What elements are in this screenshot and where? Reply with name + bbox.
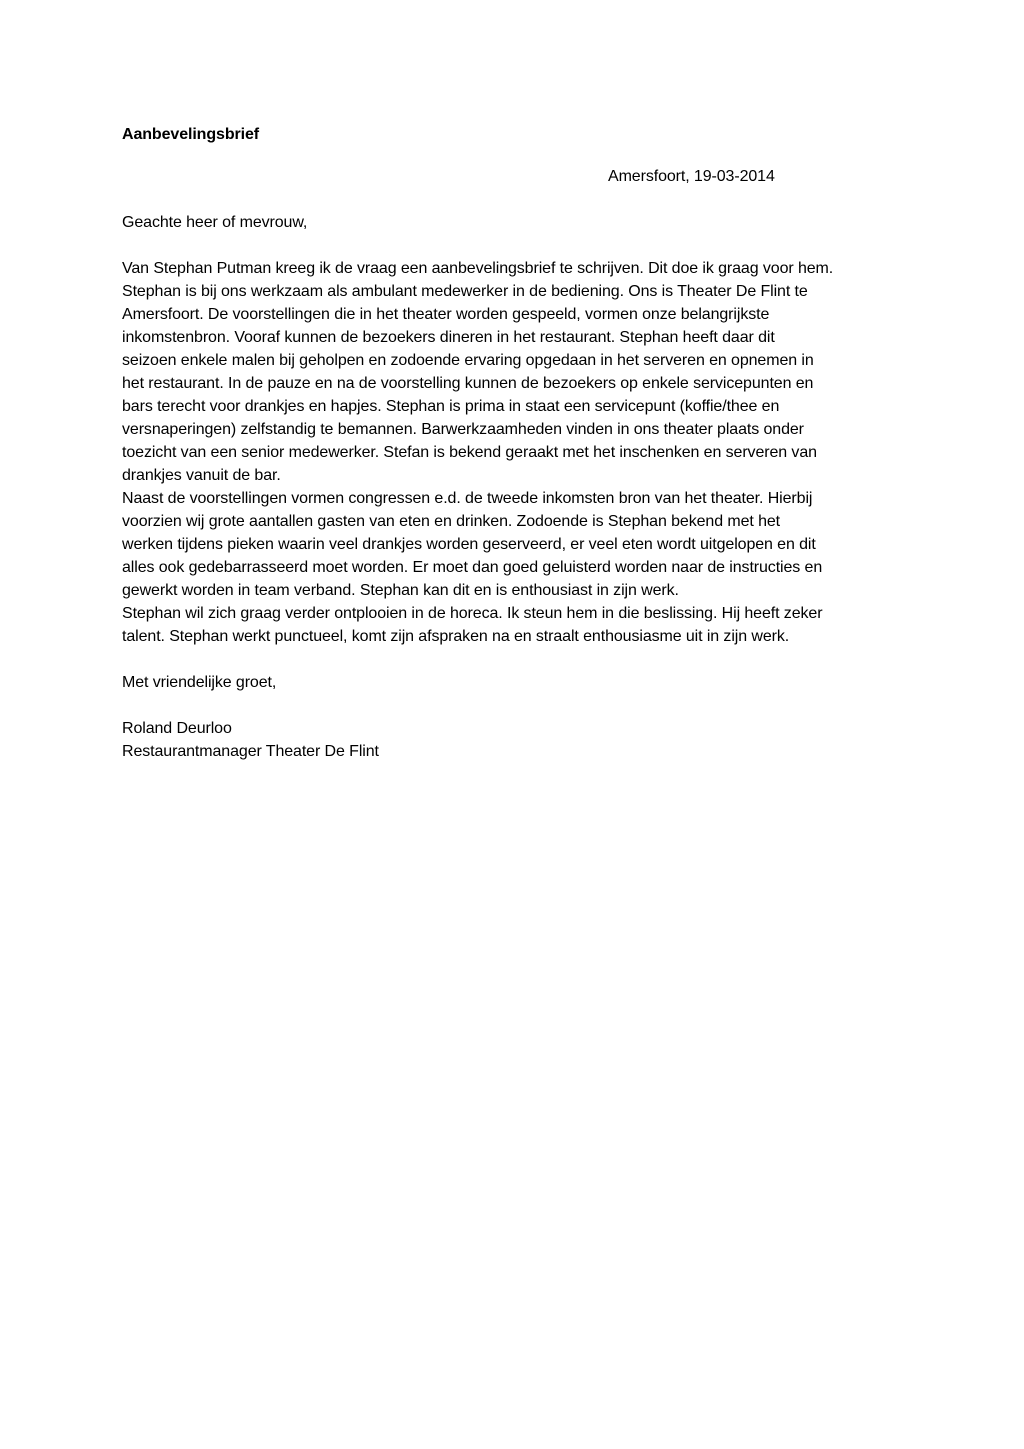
body-line: versnaperingen) zelfstandig te bemannen. Barwerkzaamheden vinden in ons theater plaats onder [122,421,804,438]
body-line: Stephan wil zich graag verder ontplooien in de horeca. Ik steun hem in die beslissing. Hij heeft zeker [122,605,823,622]
letter-salutation: Geachte heer of mevrouw, [122,214,308,231]
body-line: Stephan is bij ons werkzaam als ambulant medewerker in de bediening. Ons is Theater De Flint te [122,283,808,300]
body-line: bars terecht voor drankjes en hapjes. Stephan is prima in staat een servicepunt (koffie/thee en [122,398,780,415]
body-line: talent. Stephan werkt punctueel, komt zijn afspraken na en straalt enthousiasme uit in zijn werk. [122,628,790,645]
letter-title: Aanbevelingsbrief [122,126,260,143]
body-line: alles ook gedebarrasseerd moet worden. Er moet dan goed geluisterd worden naar de instructies en [122,559,823,576]
signature-name: Roland Deurloo [122,720,232,737]
body-line: Naast de voorstellingen vormen congressen e.d. de tweede inkomsten bron van het theater. Hierbij [122,490,813,507]
body-line: Amersfoort. De voorstellingen die in het theater worden gespeeld, vormen onze belangrijkste [122,306,770,323]
body-line: seizoen enkele malen bij geholpen en zodoende ervaring opgedaan in het serveren en opnemen in [122,352,814,369]
body-line: het restaurant. In de pauze en na de voorstelling kunnen de bezoekers op enkele servicepunten en [122,375,814,392]
body-line: Van Stephan Putman kreeg ik de vraag een aanbevelingsbrief te schrijven. Dit doe ik graag voor hem. [122,260,834,277]
body-line: voorzien wij grote aantallen gasten van eten en drinken. Zodoende is Stephan bekend met het [122,513,781,530]
body-line: werken tijdens pieken waarin veel drankjes worden geserveerd, er veel eten wordt uitgelopen en dit [122,536,816,553]
signature-role: Restaurantmanager Theater De Flint [122,743,379,760]
letter-body [122,257,912,648]
body-line: inkomstenbron. Vooraf kunnen de bezoekers dineren in het restaurant. Stephan heeft daar dit [122,329,775,346]
body-line: toezicht van een senior medewerker. Stefan is bekend geraakt met het inschenken en serveren van [122,444,817,461]
body-line: drankjes vanuit de bar. [122,467,281,484]
signature-block [122,717,912,763]
letter-date: Amersfoort, 19-03-2014 [608,168,775,185]
body-line: gewerkt worden in team verband. Stephan kan dit en is enthousiast in zijn werk. [122,582,679,599]
letter-closing: Met vriendelijke groet, [122,674,277,691]
letter-content [122,123,912,763]
